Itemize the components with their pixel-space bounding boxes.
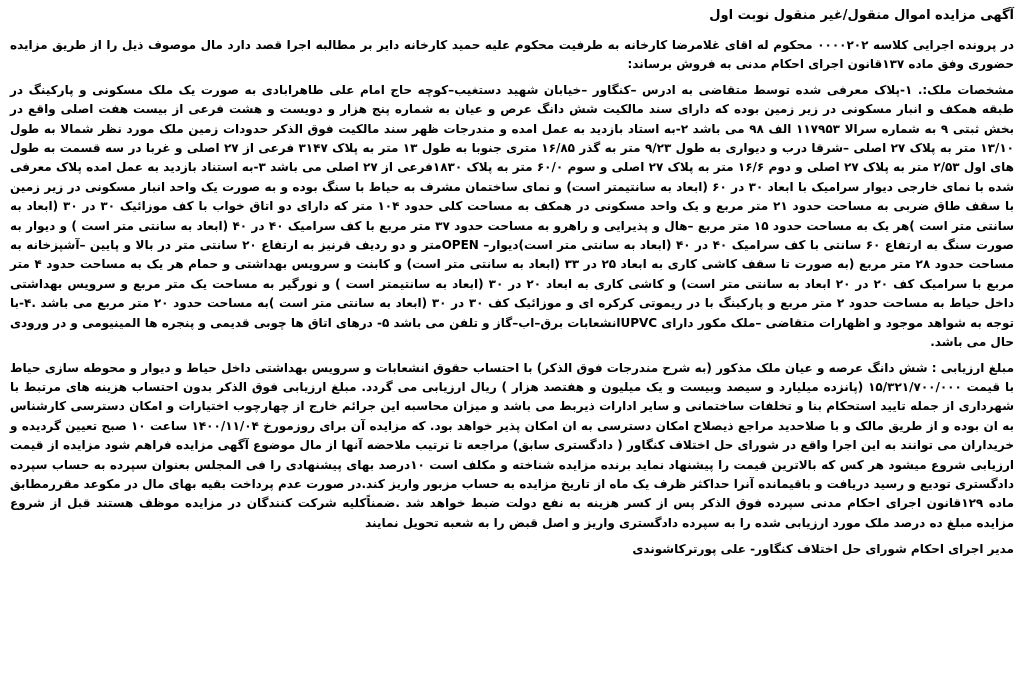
notice-title: آگهی مزایده اموال منقول/غیر منقول نوبت اول (709, 8, 1014, 23)
signature-line: مدیر اجرای احکام شورای حل اختلاف کنگاور- علی پورترکاشوندی (632, 542, 1014, 557)
valuation-paragraph: مبلغ ارزیابی : شش دانگ عرصه و عیان ملک مذکور (به شرح مندرجات فوق الذکر) با احتساب حقوق انشعابات و سرویس بهداشتی داخل حیاط و دیوار و محوطه سازی حیاط با قیمت ۱۵/۳۲۱/۷۰۰/۰۰۰ (پانزده میلیارد و سیصد وبیست و یک میلیون و هفتصد هزار ) ریال ارزیابی می گردد. مبلغ ارزیابی فوق الذکر بدون احتساب هزینه های مرتبط با شهرداری از جمله تایید استحکام بنا و تخلفات ساختمانی و سایر ادارات ذیربط می باشد و میزان محاسبه این جرائم خارج از چهارچوب اختیارات و امکان دسترسی کارشناس به ان بوده و از طریق مالک و با صلاحدید مراجع ذیصلاح امکان دسترسی به ان امکان پذیر خواهد بود. که مزایده آن برای روزمورخ ۱۴۰۰/۱۱/۰۴ ساعت ۱۰ صبح تعیین گردیده و خریداران می توانند به این اجرا واقع در شورای حل اختلاف کنگاور ( دادگستری سابق) مراجعه تا ترتیب ملاحضه آنها از مال موضوع آگهی مزایده فراهم شود مزایده از قیمت ارزیابی شروع میشود هر کس که بالاترین قیمت را پیشنهاد نماید برنده مزایده شناخته و مکلف است ۱۰درصد بهای پیشنهادی را فی المجلس بعنوان سپرده به حساب سپرده دادگستری تودیع و رسید دریافت و باقیمانده آنرا حداکثر ظرف یک ماه از تاریخ مزایده به حساب مزبور واریز کند.در صورت عدم پرداخت بقیه بهای مال در مکوعد مقررمطابق ماده ۱۲۹قانون اجرای احکام مدنی سپرده فوق الذکر پس از کسر هزینه به نفع دولت ضبط خواهد شد .ضمناًکلیه شرکت کنندگان در مزایده موظف هستند قبل از شروع مزایده مبلغ ده درصد ملک مورد ارزیابی شده را به سپرده دادگستری واریز و اصل قبض را به شعبه تحویل نمایند (10, 360, 1015, 530)
property-specs-paragraph: مشخصات ملک:. ۱-پلاک معرفی شده توسط متقاضی به ادرس –کنگاور –خیابان شهید دستغیب–کوچه حاج امام علی طاهرابادی به صورت یک ملک مسکونی و پارکینگ در طبقه همکف و انبار مسکونی در زیر زمین بوده که دارای سند مالکیت شش دانگ عرص و عیان به شماره پنج هزار و دویست و هشت فرعی از بیست هفت اصلی واقع در بخش ثبتی ۹ به شماره سرالا ۱۱۷۹۵۳ الف ۹۸ می باشد ۲-به استاد بازدید به عمل امده و مندرجات ظهر سند مالکیت فوق الذکر حدودات زمین ملک مورد نظر شمالا به طول ۱۳/۱۰ متر به پلاک ۲۷ اصلی –شرقا درب و دیواری به طول ۹/۲۳ متر به گذر ۱۶/۸۵ متری جنوبا به طول ۱۳ متر به پلاک ۳۱۴۷ فرعی از ۲۷ اصلی و غربا در سه قسمت به طول های اول ۲/۵۳ متر به پلاک ۲۷ اصلی و دوم ۱۶/۶ متر به پلاک ۲۷ اصلی و سوم ۶۰/۰ متر به پلاک ۱۸۳۰فرعی از ۲۷ اصلی می باشد ۳-به استناد بازدید به عمل امده پلاک معرفی شده با نمای خارجی دیوار سرامیک با ابعاد ۳۰ در ۶۰ (ابعاد به سانتیمتر است) و نمای ساختمان مشرف به حیاط با سنگ بوده و به صورت یک واحد انبار مسکونی در زیر زمین با سقف طاق ضربی به مساحت حدود ۲۱ متر مربع و یک واحد مسکونی در همکف به مساحت کلی حدود ۱۰۴ متر که دارای دو اتاق خواب با کف موزائیک ۳۰ در ۳۰ (ابعاد به سانتی متر است )هر یک به مساحت حدود ۱۵ متر مربع –هال و پذیرایی و راهرو به مساحت حدود ۳۷ متر مربع با کف سرامیک ۴۰ در ۴۰ (ابعاد به سانتی متر است ) و دیوار به صورت سنگ به ارتفاع ۶۰ سانتی با کف سرامیک ۴۰ در ۴۰ (ابعاد به سانتی متر است)دیوار– OPENمتر و دو ردیف قرنیز به ارتفاع ۲۰ سانتی متر در بالا و پایین –آشپزخانه به مساحت حدود ۲۸ متر مربع (به صورت تا سقف کاشی کاری به ابعاد ۲۵ در ۳۳ (ابعاد به سانتی متر است) و کابنت و سرویس بهداشتی و حمام هر یک به مساحت حدود ۴ متر مربع با سرامیک کف ۲۰ در ۲۰ ابعاد به سانتی متر است) و کاشی کاری به ابعاد ۲۰ در ۳۰ (ابعاد به سانتیمتر است ) و نورگیر به مساحت یک متر مربع و سرویس بهداشتی داخل حیاط به مساحت حدود ۲ متر مربع و پارکینگ با در ریموتی کرکره ای و موزائیک کف ۳۰ در ۳۰ (ابعاد به سانتی متر است )به مساحت حدود ۲۰ متر مربع می باشد .۴-با توجه به شواهد موجود و اظهارات متقاضی –ملک مکور دارای UPVCانشعابات برق–اب–گاز و تلفن می باشد ۵- درهای اتاق ها چوبی قدیمی و پنجره ها المینیومی و در ورودی حال می باشد. (10, 82, 1015, 350)
notice-intro-paragraph: در پرونده اجرایی کلاسه ۰۰۰۰۲۰۲ محکوم له اقای غلامرضا کارخانه به طرفیت محکوم علیه حمید کارخانه دایر بر مطالبه اجرا قصد دارد مال موصوف ذیل را از طریق مزایده حضوری وفق ماده ۱۳۷قانون اجرای احکام مدنی به فروش برساند: (10, 38, 1015, 72)
